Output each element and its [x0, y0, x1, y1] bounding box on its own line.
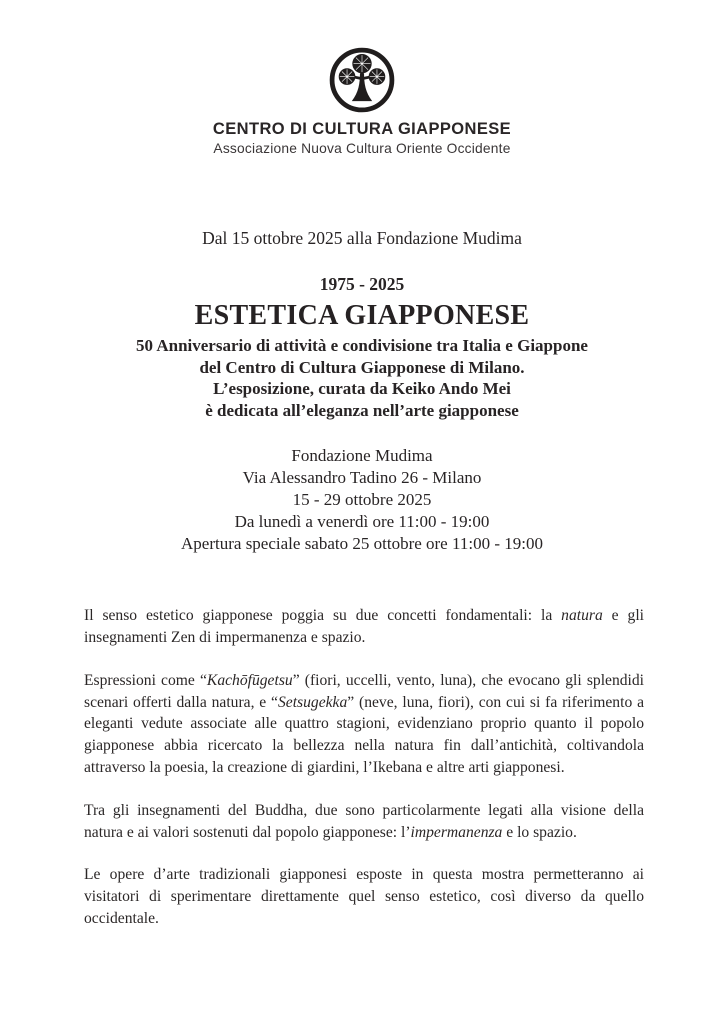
anniversary-years: 1975 - 2025	[319, 274, 405, 295]
text-line: 15 - 29 ottobre 2025	[292, 490, 432, 510]
event-subtitle	[0, 335, 724, 421]
text-line: Via Alessandro Tadino 26 - Milano	[242, 468, 482, 488]
text-line: Apertura speciale sabato 25 ottobre ore 11:00 - 19:00	[181, 534, 543, 554]
body-paragraph: Le opere d’arte tradizionali giapponesi esposte in questa mostra permetteranno ai visitatori di sperimentare direttamente quel senso estetico, così diverso da quello occidentale.	[84, 866, 644, 927]
tree-logo-icon	[328, 46, 396, 114]
event-announcement: Dal 15 ottobre 2025 alla Fondazione Mudima	[202, 228, 522, 249]
text-line: del Centro di Cultura Giapponese di Milano.	[199, 357, 525, 377]
body-paragraph: Tra gli insegnamenti del Buddha, due sono particolarmente legati alla visione della natura e ai valori sostenuti dal popolo giapponese: l’impermanenza e lo spazio.	[84, 801, 644, 841]
document-header	[0, 0, 724, 156]
text-line: Da lunedì a venerdì ore 11:00 - 19:00	[234, 512, 490, 532]
organization-subtitle: Associazione Nuova Cultura Oriente Occidente	[213, 141, 511, 157]
text-line: 50 Anniversario di attività e condivisione tra Italia e Giappone	[136, 336, 588, 356]
text-line: è dedicata all’eleganza nell’arte giapponese	[205, 400, 519, 420]
body-paragraph: Espressioni come “Kachōfūgetsu” (fiori, uccelli, vento, luna), che evocano gli splendidi scenari offerti dalla natura, e “Setsugekka” (neve, luna, fiori), con cui si fa riferimento a eleganti vedute associate alle quattro stagioni, evidenziano proprio quanto il popolo giapponese abbia ricercato la bellezza nella natura fin dall’antichità, coltivandola attraverso la poesia, la creazione di giardini, l’Ikebana e altre arti giapponesi.	[84, 671, 644, 776]
organization-name: CENTRO DI CULTURA GIAPPONESE	[212, 120, 512, 138]
text-line: Fondazione Mudima	[291, 446, 433, 466]
body-paragraph: Il senso estetico giapponese poggia su due concetti fondamentali: la natura e gli insegnamenti Zen di impermanenza e spazio.	[84, 607, 644, 646]
body-paragraphs	[0, 605, 724, 930]
venue-details	[0, 445, 724, 555]
event-title: ESTETICA GIAPPONESE	[194, 300, 530, 332]
text-line: L’esposizione, curata da Keiko Ando Mei	[213, 379, 511, 399]
